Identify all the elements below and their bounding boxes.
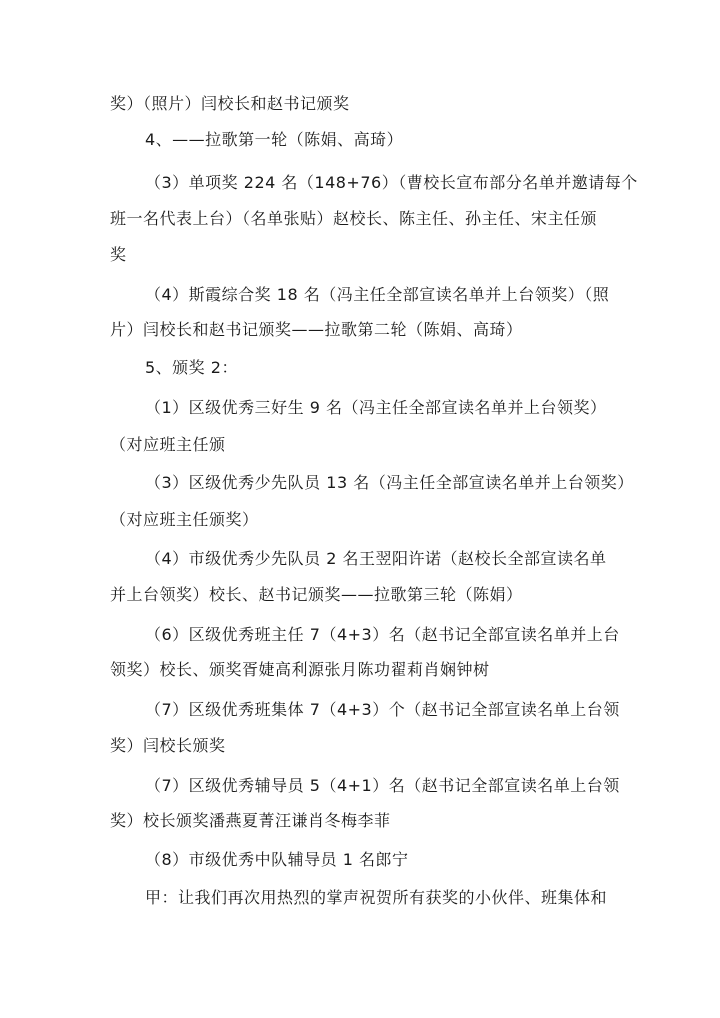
text-line-12: （对应班主任颁奖）: [110, 510, 259, 529]
text-line-19: （7）区级优秀辅导员 5（4+1）名（赵书记全部宣读名单上台领: [145, 776, 620, 795]
text-line-17: （7）区级优秀班集体 7（4+3）个（赵书记全部宣读名单上台领: [145, 700, 620, 719]
text-line-10: （对应班主任颁: [110, 435, 226, 454]
text-line-2: 4、——拉歌第一轮（陈娟、高琦）: [145, 130, 404, 149]
text-line-11: （3）区级优秀少先队员 13 名（冯主任全部宣读名单并上台领奖）: [145, 473, 634, 492]
text-line-18: 奖）闫校长颁奖: [110, 736, 226, 755]
text-line-14: 并上台领奖）校长、赵书记颁奖——拉歌第三轮（陈娟）: [110, 585, 523, 604]
text-line-7: 片）闫校长和赵书记颁奖——拉歌第二轮（陈娟、高琦）: [110, 320, 523, 339]
text-line-3: （3）单项奖 224 名（148+76）（曹校长宣布部分名单并邀请每个: [145, 173, 638, 192]
text-line-15: （6）区级优秀班主任 7（4+3）名（赵书记全部宣读名单并上台: [145, 625, 620, 644]
text-line-6: （4）斯霞综合奖 18 名（冯主任全部宣读名单并上台领奖）（照: [145, 285, 610, 304]
text-line-5: 奖: [110, 245, 127, 264]
text-line-8: 5、颁奖 2：: [145, 358, 238, 377]
text-line-16: 领奖）校长、颁奖胥婕高利源张月陈功翟莉肖娴钟树: [110, 660, 490, 679]
text-line-1: 奖）（照片）闫校长和赵书记颁奖: [110, 94, 350, 113]
text-line-21: （8）市级优秀中队辅导员 1 名郎宁: [145, 850, 409, 869]
text-line-22: 甲：让我们再次用热烈的掌声祝贺所有获奖的小伙伴、班集体和: [145, 888, 608, 907]
text-line-20: 奖）校长颁奖潘燕夏菁汪谦肖冬梅李菲: [110, 811, 391, 830]
text-line-9: （1）区级优秀三好生 9 名（冯主任全部宣读名单并上台领奖）: [145, 398, 607, 417]
text-line-4: 班一名代表上台）（名单张贴）赵校长、陈主任、孙主任、宋主任颁: [110, 209, 598, 228]
text-line-13: （4）市级优秀少先队员 2 名王翌阳许诺（赵校长全部宣读名单: [145, 549, 607, 568]
